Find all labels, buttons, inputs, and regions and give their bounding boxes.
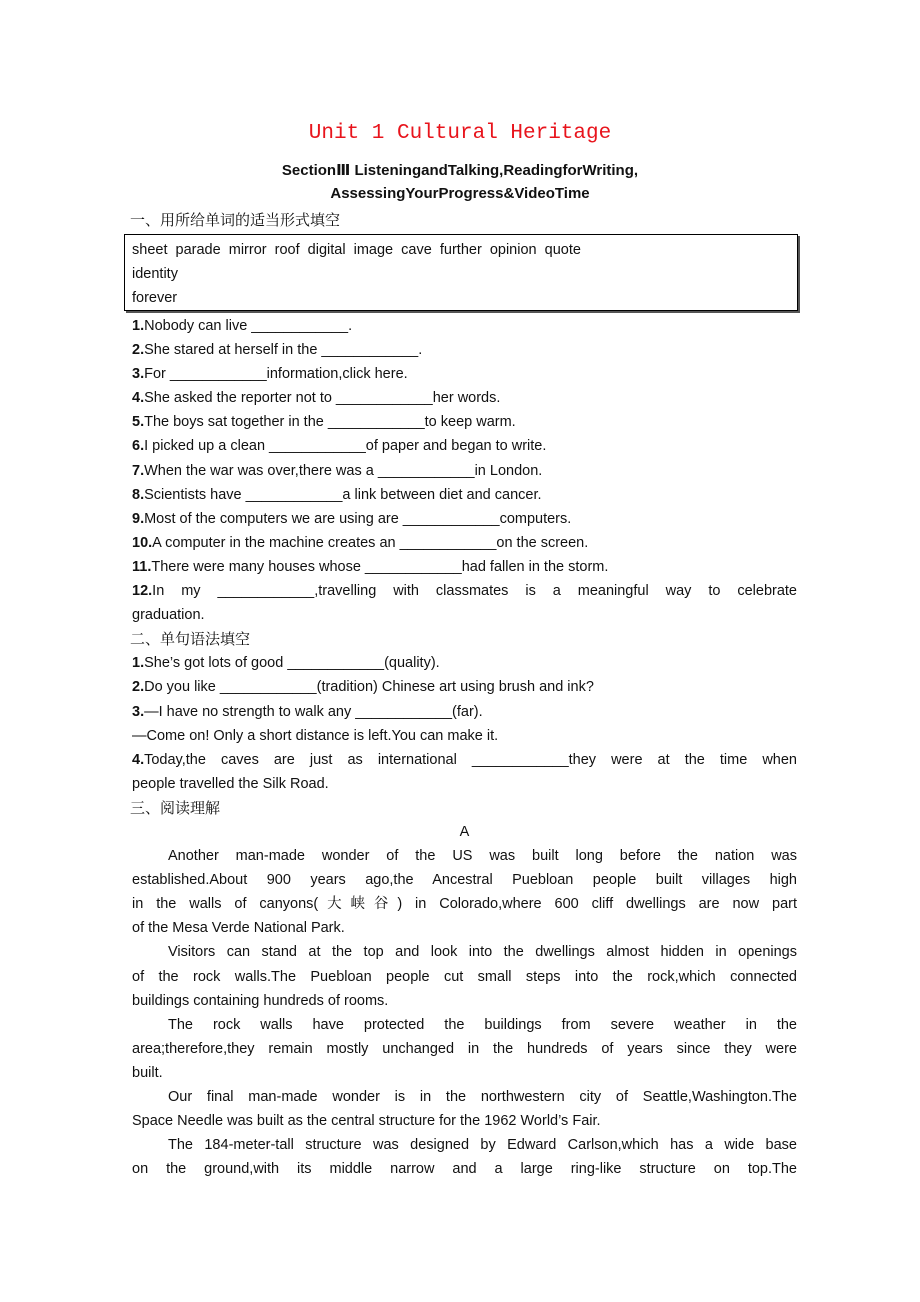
exercise-item [132,410,797,434]
passage-line [132,1157,797,1181]
word-box-line: forever [132,290,178,307]
passage-line [132,892,797,916]
line-text: Space Needle was built as the central structure for the 1962 World’s Fair. [132,1113,601,1130]
line-text: The rock walls have protected the buildings from severe weather in the [168,1016,797,1033]
line-text: She’s got lots of good ____________(quality). [144,655,440,672]
line-text: Visitors can stand at the top and look into the dwellings almost hidden in openings [168,944,797,961]
word-box-line: sheet parade mirror roof digital image cave further opinion quote [132,242,581,258]
line-text: There were many houses whose ____________had fallen in the storm. [151,558,609,575]
exercise-item [132,748,797,772]
exercise-item-continued [132,724,797,748]
line-text: I picked up a clean ____________of paper and began to write. [144,438,547,455]
line-text: Another man-made wonder of the US was built long before the nation was [168,848,797,865]
line-text: For ____________information,click here. [144,366,408,383]
item-number: 3. [132,703,145,720]
exercise-item [132,338,797,362]
passage-line [132,868,797,892]
line-text: The 184-meter-tall structure was designed by Edward Carlson,which has a wide base [168,1137,797,1154]
item-number: 11. [132,558,152,575]
exercise-item [132,579,797,603]
exercise-item [132,362,797,386]
line-text: —I have no strength to walk any ____________(far). [144,703,483,720]
section-subtitle: SectionⅢ ListeningandTalking,ReadingforWriting, [281,162,639,179]
passage-line [132,844,797,868]
exercise-item-continued [132,772,797,796]
exercise-item [132,434,797,458]
line-text: in the walls of canyons(大峡谷) in Colorado,where 600 cliff dwellings are now part [132,896,797,913]
passage-line [132,989,797,1013]
passage-line [132,940,797,964]
item-number: 3. [132,366,145,383]
item-number: 10. [132,534,153,551]
exercise-item-continued [132,603,797,627]
line-text: Our final man-made wonder is in the northwestern city of Seattle,Washington.The [168,1089,797,1105]
section2-heading [130,627,797,651]
document-body [132,314,797,1181]
item-number: 8. [132,486,145,503]
exercise-item [132,459,797,483]
item-number: 9. [132,510,145,527]
item-number: 1. [132,318,145,334]
line-text: people travelled the Silk Road. [132,775,329,792]
line-text: of the Mesa Verde National Park. [132,920,345,937]
item-number: 2. [132,679,145,696]
item-number: 12. [132,583,153,600]
exercise-item [132,651,797,675]
line-text: In my ____________,travelling with classmates is a meaningful way to celebrate [152,583,797,600]
line-text: built. [132,1064,163,1081]
passage-line [132,1061,797,1085]
exercise-item [132,700,797,724]
passage-line [132,916,797,940]
line-text: She asked the reporter not to ____________her words. [144,390,501,407]
line-text: established.About 900 years ago,the Ancestral Puebloan people built villages high [132,872,797,889]
line-text: Scientists have ____________a link between diet and cancer. [144,486,542,503]
item-number: 7. [132,462,145,479]
word-box-line: identity [132,266,178,283]
line-text: Most of the computers we are using are ____________computers. [144,510,572,527]
passage-line [132,1085,797,1109]
document-title: Unit 1 Cultural Heritage [308,122,612,145]
line-text: A computer in the machine creates an ____________on the screen. [152,534,589,551]
line-text: 二、单句语法填空 [130,630,251,649]
item-number: 4. [132,751,145,768]
passage-line [132,1133,797,1157]
exercise-item [132,386,797,410]
exercise-item [132,531,797,555]
exercise-item [132,483,797,507]
item-number: 2. [132,342,145,359]
line-text: Today,the caves are just as international ____________they were at the time when [144,751,797,768]
line-text: Do you like ____________(tradition) Chinese art using brush and ink? [144,679,594,696]
section3-heading [130,796,797,820]
item-number: 6. [132,438,145,455]
item-number: 5. [132,414,145,431]
item-number: 1. [132,655,145,672]
passage-line [132,1109,797,1133]
line-text: graduation. [132,607,205,624]
line-text: A [459,823,470,840]
line-text: The boys sat together in the ____________to keep warm. [144,414,516,431]
line-text: area;therefore,they remain mostly unchanged in the hundreds of years since they were [132,1040,797,1057]
line-text: Nobody can live ____________. [144,318,353,334]
exercise-item [132,555,797,579]
line-text: 三、阅读理解 [130,798,221,817]
line-text: buildings containing hundreds of rooms. [132,992,389,1009]
exercise-item [132,314,797,338]
passage-line [132,1013,797,1037]
exercise-item [132,675,797,699]
section1-heading: 一、用所给单词的适当形式填空 [130,211,341,229]
line-text: of the rock walls.The Puebloan people cut small steps into the rock,which connected [132,968,797,985]
passage-line [132,1037,797,1061]
line-text: She stared at herself in the ____________. [144,342,423,359]
section-subtitle-2: AssessingYourProgress&VideoTime [330,185,590,202]
item-number: 4. [132,390,145,407]
passage-line [132,965,797,989]
word-box [124,234,798,311]
exercise-item [132,507,797,531]
line-text: on the ground,with its middle narrow and a large ring-like structure on top.The [132,1161,797,1178]
line-text: —Come on! Only a short distance is left.You can make it. [132,727,499,744]
passage-label [132,820,797,844]
line-text: When the war was over,there was a ____________in London. [144,462,543,479]
